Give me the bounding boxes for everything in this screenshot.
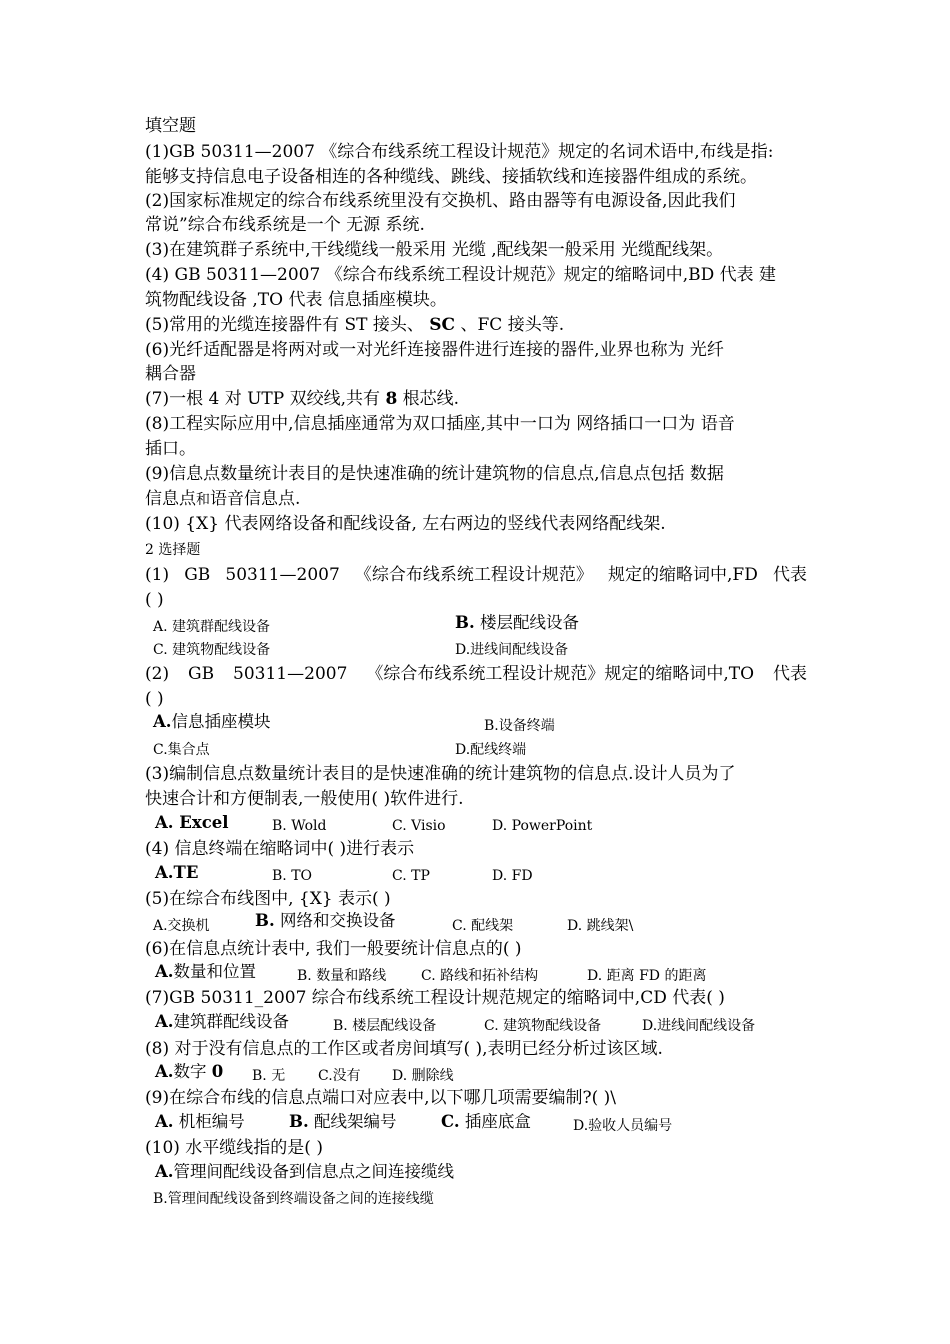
fill-q7-line1 xyxy=(145,388,459,410)
choice-q10-option-a xyxy=(155,1162,454,1182)
choice-q4-option-c: C. TP xyxy=(392,868,430,884)
choice-q8-option-b: B. 无 xyxy=(252,1068,286,1084)
fill-q9-line1: (9)信息点数量统计表目的是快速准确的统计建筑物的信息点,信息点包括 数据 xyxy=(145,464,724,484)
fill-q9-pre: 信息点 xyxy=(145,489,196,509)
fill-q7-answer: 8 xyxy=(385,389,398,409)
choice-q4-stem: (4) 信息终端在缩略词中( )进行表示 xyxy=(145,839,415,859)
choice-q6-option-c: C. 路线和拓补结构 xyxy=(421,968,539,984)
choice-q1-option-b-text: 楼层配线设备 xyxy=(474,613,579,632)
choice-q7-stem: (7)GB 50311_2007 综合布线系统工程设计规范规定的缩略词中,CD 代表( ) xyxy=(145,988,725,1008)
choice-q7-option-a xyxy=(155,1012,289,1032)
choice-q1-option-a: A. 建筑群配线设备 xyxy=(153,619,271,635)
fill-q7-pre: (7)一根 4 对 UTP 双绞线,共有 xyxy=(145,389,386,409)
fill-q6-line2: 耦合器 xyxy=(145,364,196,384)
choice-q8-option-a xyxy=(155,1062,223,1082)
choice-q2-stem-part: GB xyxy=(188,664,215,684)
choice-q8-option-a-letter: A. xyxy=(155,1062,174,1081)
choice-q10-option-b: B.管理间配线设备到终端设备之间的连接线缆 xyxy=(153,1191,434,1207)
choice-q9-option-a xyxy=(155,1112,245,1132)
choice-q8-option-a-zero: 0 xyxy=(211,1062,224,1081)
fill-q5-post: 、FC 接头等. xyxy=(455,315,565,335)
choice-q1-stem-part: 代表 xyxy=(772,565,807,585)
choice-q9-option-b-letter: B. xyxy=(289,1112,309,1131)
choice-q5-stem: (5)在综合布线图中, {X} 表示( ) xyxy=(145,889,391,909)
section-title-fill: 填空题 xyxy=(145,116,196,136)
choice-q5-option-a: A.交换机 xyxy=(153,918,210,934)
choice-q7-option-b: B. 楼层配线设备 xyxy=(333,1018,437,1034)
fill-q5-answer: SC xyxy=(429,315,456,335)
choice-q3-line1: (3)编制信息点数量统计表目的是快速准确的统计建筑物的信息点.设计人员为了 xyxy=(145,764,736,784)
choice-q1-stem-part: 《综合布线系统工程设计规范》 xyxy=(354,565,593,585)
fill-q5-line1 xyxy=(145,314,564,336)
choice-q9-option-b xyxy=(289,1112,396,1132)
choice-q1-option-b xyxy=(455,613,579,633)
choice-q5-option-d: D. 跳线架\ xyxy=(567,918,634,934)
choice-q6-option-a-text: 数量和位置 xyxy=(173,962,257,981)
choice-q10-option-a-letter: A. xyxy=(155,1162,174,1181)
choice-q7-option-a-letter: A. xyxy=(155,1012,174,1031)
choice-q1-option-d: D.进线间配线设备 xyxy=(455,642,569,658)
choice-q10-option-a-text: 管理间配线设备到信息点之间连接缆线 xyxy=(173,1162,455,1181)
choice-q3-line2: 快速合计和方便制表,一般使用( )软件进行. xyxy=(145,789,464,809)
choice-q8-option-a-text: 数字 xyxy=(173,1062,212,1081)
choice-q1-option-c: C. 建筑物配线设备 xyxy=(153,642,271,658)
choice-q9-option-a-text: 机柜编号 xyxy=(173,1112,245,1131)
fill-q9-line2 xyxy=(145,488,300,511)
fill-q4-line1: (4) GB 50311—2007 《综合布线系统工程设计规范》规定的缩略词中,BD 代表 建 xyxy=(145,265,777,285)
choice-q1-option-b-letter: B. xyxy=(455,613,475,632)
choice-q2-option-a-letter: A. xyxy=(153,712,172,731)
fill-q8-line1: (8)工程实际应用中,信息插座通常为双口插座,其中一口为 网络插口一口为 语音 xyxy=(145,414,735,434)
choice-q8-option-d: D. 删除线 xyxy=(392,1068,454,1084)
choice-q5-option-c: C. 配线架 xyxy=(452,918,514,934)
choice-q5-option-b-letter: B. xyxy=(255,911,275,930)
choice-q7-option-c: C. 建筑物配线设备 xyxy=(484,1018,602,1034)
choice-q2-paren: ( ) xyxy=(145,689,164,709)
choice-q4-option-d: D. FD xyxy=(492,868,533,884)
fill-q7-post: 根芯线. xyxy=(397,389,460,409)
fill-q1-line1: (1)GB 50311—2007 《综合布线系统工程设计规范》规定的名词术语中,布线是指: xyxy=(145,142,774,162)
choice-q2-stem-part: (2) xyxy=(145,664,170,684)
fill-q2-line1: (2)国家标准规定的综合布线系统里没有交换机、路由器等有电源设备,因此我们 xyxy=(145,191,736,211)
choice-q2-option-d: D.配线终端 xyxy=(455,742,527,758)
choice-q10-stem: (10) 水平缆线指的是( ) xyxy=(145,1138,323,1158)
fill-q1-line2: 能够支持信息电子设备相连的各种缆线、跳线、接插软线和连接器件组成的系统。 xyxy=(145,167,757,187)
choice-q1-stem-part: 50311—2007 xyxy=(225,565,340,585)
choice-q4-option-b: B. TO xyxy=(272,868,313,884)
choice-q3-option-d: D. PowerPoint xyxy=(492,818,593,834)
choice-q8-option-c: C.没有 xyxy=(318,1068,361,1084)
choice-q1-stem-part: 规定的缩略词中,FD xyxy=(608,565,758,585)
choice-q6-option-b: B. 数量和路线 xyxy=(297,968,387,984)
choice-q9-option-c xyxy=(441,1112,531,1132)
choice-q9-stem: (9)在综合布线的信息点端口对应表中,以下哪几项需要编制?( )\ xyxy=(145,1088,616,1108)
choice-q2-option-a-text: 信息插座模块 xyxy=(171,712,271,731)
fill-q3-line1: (3)在建筑群子系统中,干线缆线一般采用 光缆 ,配线架一般采用 光缆配线架。 xyxy=(145,240,724,260)
fill-q5-pre: (5)常用的光缆连接器件有 ST 接头、 xyxy=(145,315,430,335)
choice-q3-option-b: B. Wold xyxy=(272,818,327,834)
choice-q5-option-b-text: 网络和交换设备 xyxy=(274,911,396,930)
choice-q1-stem-part: GB xyxy=(184,565,211,585)
choice-q1-stem-part: (1) xyxy=(145,565,170,585)
fill-q9-post: 语音信息点. xyxy=(210,489,301,509)
fill-q10-line1: (10) {X} 代表网络设备和配线设备, 左右两边的竖线代表网络配线架. xyxy=(145,514,666,534)
choice-q1-paren: ( ) xyxy=(145,590,164,610)
fill-q2-line2: 常说”综合布线系统是一个 无源 系统. xyxy=(145,215,425,235)
section-title-choice: 2 选择题 xyxy=(145,542,201,558)
choice-q9-option-c-letter: C. xyxy=(441,1112,460,1131)
choice-q2-stem xyxy=(145,663,807,685)
choice-q9-option-d: D.验收人员编号 xyxy=(573,1118,673,1134)
fill-q6-line1: (6)光纤适配器是将两对或一对光纤连接器件进行连接的器件,业界也称为 光纤 xyxy=(145,340,724,360)
choice-q9-option-a-letter: A. xyxy=(155,1112,174,1131)
fill-q8-line2: 插口。 xyxy=(145,439,196,459)
choice-q2-option-c: C.集合点 xyxy=(153,742,210,758)
choice-q7-option-a-text: 建筑群配线设备 xyxy=(173,1012,290,1031)
choice-q9-option-b-text: 配线架编号 xyxy=(308,1112,397,1131)
choice-q6-stem: (6)在信息点统计表中, 我们一般要统计信息点的( ) xyxy=(145,939,522,959)
choice-q6-option-d: D. 距离 FD 的距离 xyxy=(587,968,707,984)
choice-q3-option-a: A. Excel xyxy=(155,813,229,832)
choice-q2-option-a xyxy=(153,712,271,732)
choice-q6-option-a-letter: A. xyxy=(155,962,174,981)
choice-q2-stem-part: 《综合布线系统工程设计规范》规定的缩略词中,TO xyxy=(366,664,755,684)
choice-q4-option-a: A.TE xyxy=(155,863,199,882)
choice-q7-option-d: D.进线间配线设备 xyxy=(642,1018,756,1034)
choice-q8-stem: (8) 对于没有信息点的工作区或者房间填写( ),表明已经分析过该区域. xyxy=(145,1039,663,1059)
fill-q4-line2: 筑物配线设备 ,TO 代表 信息插座模块。 xyxy=(145,290,447,310)
choice-q2-option-b: B.设备终端 xyxy=(484,718,555,734)
choice-q1-stem xyxy=(145,564,807,586)
choice-q9-option-c-text: 插座底盒 xyxy=(459,1112,531,1131)
choice-q6-option-a xyxy=(155,962,256,982)
choice-q3-option-c: C. Visio xyxy=(392,818,446,834)
choice-q2-stem-part: 50311—2007 xyxy=(233,664,348,684)
fill-q9-small: 和 xyxy=(196,492,210,508)
choice-q2-stem-part: 代表 xyxy=(772,664,807,684)
choice-q5-option-b xyxy=(255,911,395,931)
